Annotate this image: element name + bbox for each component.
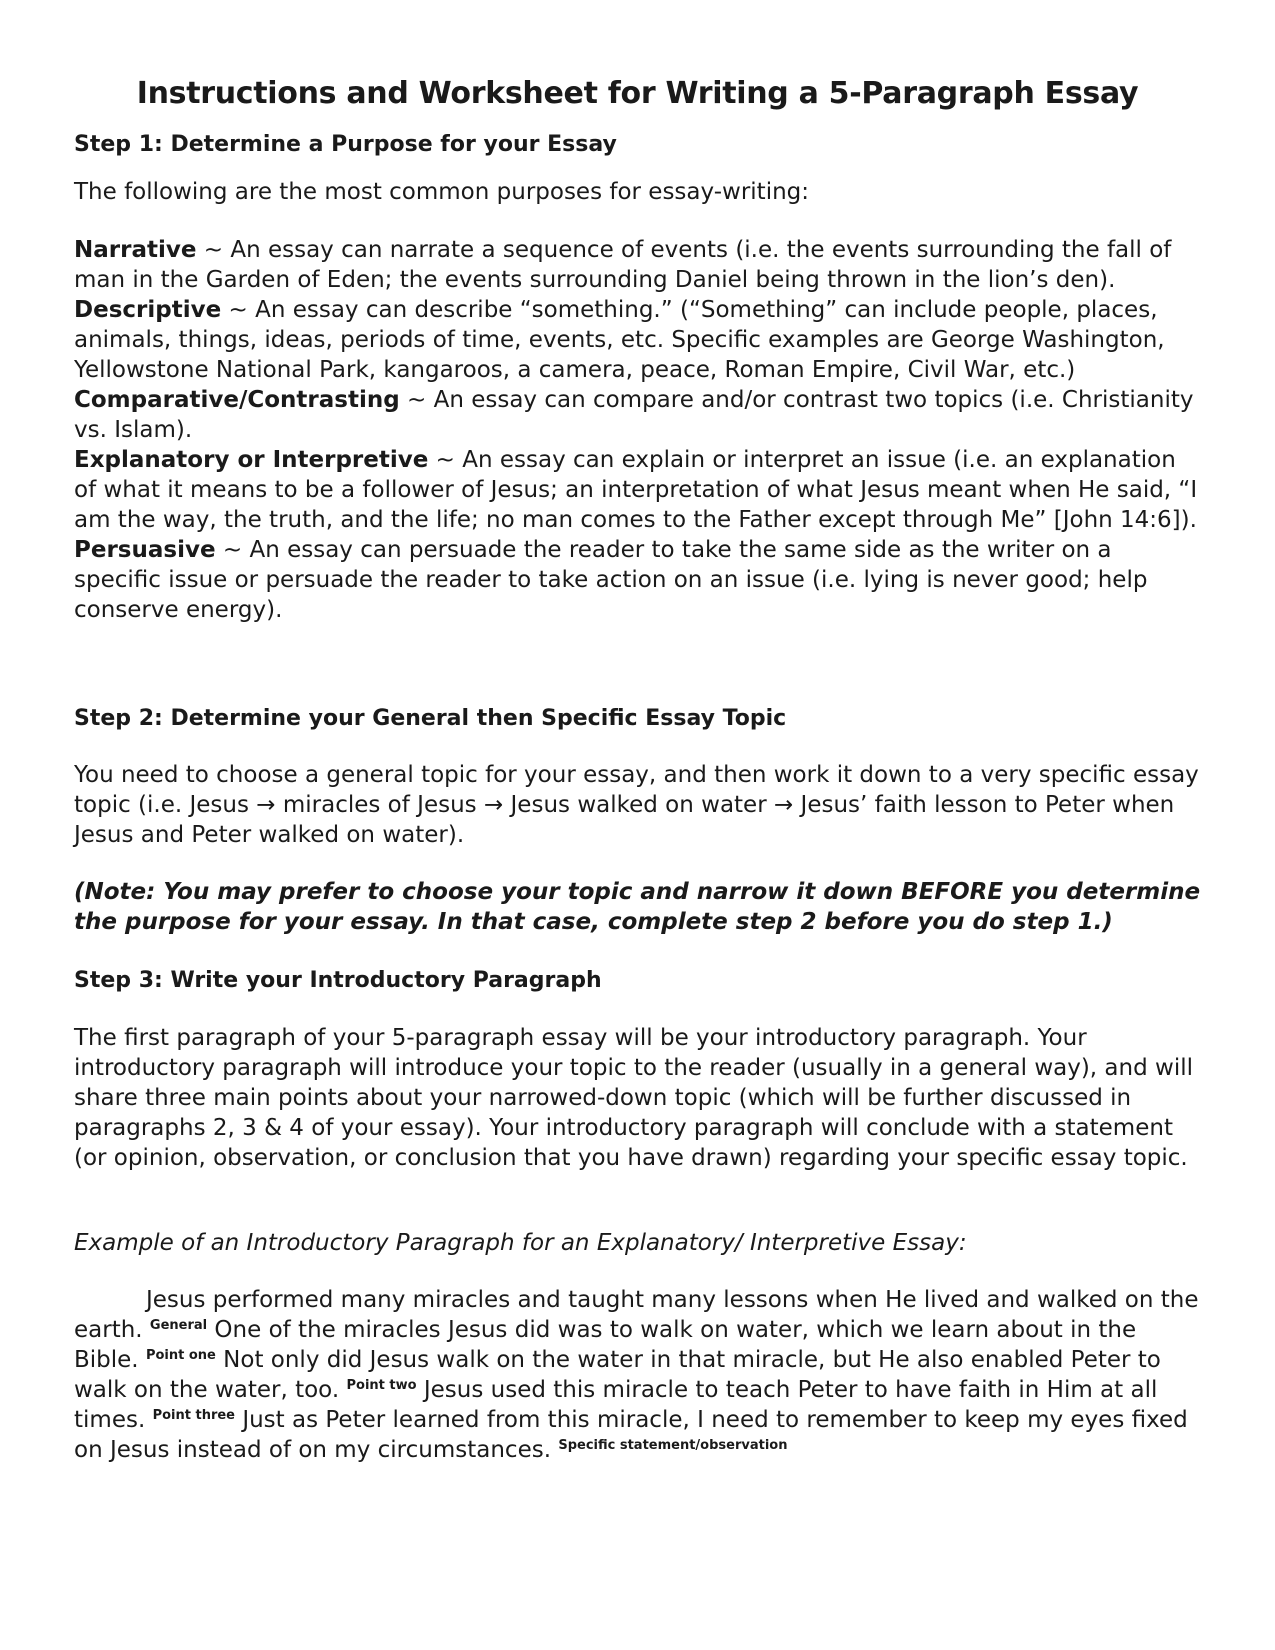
example-sentence: Just as Peter learned from this miracle, I need to remember to keep my eyes fixed on Jesus instead of on my circumstances. bbox=[74, 1407, 1188, 1463]
example-text bbox=[74, 1285, 1204, 1465]
purpose-comparative bbox=[74, 385, 1204, 445]
example-tag: Point two bbox=[346, 1378, 417, 1393]
purpose-persuasive bbox=[74, 535, 1204, 625]
example-paragraph bbox=[74, 1285, 1204, 1465]
step2-body: You need to choose a general topic for your essay, and then work it down to a very specific essay topic (i.e. Jesus → miracles of Jesus → Jesus walked on water → Jesus’ faith lesson to Peter when Jesus and Peter walked on water). bbox=[74, 762, 1199, 848]
step1-intro: The following are the most common purposes for essay-writing: bbox=[74, 179, 810, 205]
purpose-text: ~ An essay can describe “something.” (“Something” can include people, places, animals, things, ideas, periods of time, events, etc. Specific examples are George Washington, Yellowstone National Park, kangaroos, a camera, peace, Roman Empire, Civil War, etc.) bbox=[74, 297, 1165, 383]
purpose-term: Narrative bbox=[74, 237, 197, 263]
example-label: Example of an Introductory Paragraph for an Explanatory/ Interpretive Essay: bbox=[74, 1230, 967, 1256]
example-tag: Specific statement/observation bbox=[558, 1438, 788, 1453]
step3-heading-block bbox=[74, 966, 1204, 996]
purpose-narrative bbox=[74, 235, 1204, 295]
example-tag: General bbox=[149, 1318, 208, 1333]
step2-heading: Step 2: Determine your General then Specific Essay Topic bbox=[74, 706, 787, 731]
purpose-text: ~ An essay can persuade the reader to take the same side as the writer on a specific issue or persuade the reader to take action on an issue (i.e. lying is never good; help conserve energy). bbox=[74, 537, 1148, 623]
step3-heading: Step 3: Write your Introductory Paragraph bbox=[74, 968, 602, 993]
purpose-term: Explanatory or Interpretive bbox=[74, 447, 429, 473]
purpose-term: Comparative/Contrasting bbox=[74, 387, 400, 413]
purpose-text: ~ An essay can narrate a sequence of events (i.e. the events surrounding the fall of man in the Garden of Eden; the events surrounding Daniel being thrown in the lion’s den). bbox=[74, 237, 1172, 293]
purpose-term: Descriptive bbox=[74, 297, 222, 323]
purpose-text: ~ An essay can compare and/or contrast two topics (i.e. Christianity vs. Islam). bbox=[74, 387, 1194, 443]
example-tag: Point three bbox=[152, 1408, 236, 1423]
step3-body-block bbox=[74, 1023, 1204, 1173]
purpose-descriptive bbox=[74, 295, 1204, 385]
page-title: Instructions and Worksheet for Writing a 5-Paragraph Essay bbox=[136, 76, 1139, 111]
example-sentence: Jesus used this miracle to teach Peter to have faith in Him at all times. bbox=[74, 1377, 1158, 1433]
example-sentence: Not only did Jesus walk on the water in that miracle, but He also enabled Peter to walk on the water, too. bbox=[74, 1347, 1161, 1403]
step2-note: (Note: You may prefer to choose your topic and narrow it down BEFORE you determine the purpose for your essay. In that case, complete step 2 before you do step 1.) bbox=[74, 879, 1201, 935]
step3-body: The first paragraph of your 5-paragraph essay will be your introductory paragraph. Your introductory paragraph will introduce your topic to the reader (usually in a general way), and will share three main points about your narrowed-down topic (which will be further discussed in paragraphs 2, 3 & 4 of your essay). Your introductory paragraph will conclude with a statement (or opinion, observation, or conclusion that you have drawn) regarding your specific essay topic. bbox=[74, 1025, 1193, 1171]
purpose-explanatory bbox=[74, 445, 1204, 535]
step2-note-block bbox=[74, 877, 1204, 937]
example-label-block bbox=[74, 1228, 1204, 1258]
step1-heading: Step 1: Determine a Purpose for your Essay bbox=[74, 132, 617, 157]
step2-heading-block bbox=[74, 704, 1204, 734]
example-tag: Point one bbox=[145, 1348, 216, 1363]
example-sentence: One of the miracles Jesus did was to walk on water, which we learn about in the Bible. bbox=[74, 1317, 1137, 1373]
purpose-term: Persuasive bbox=[74, 537, 216, 563]
step1-intro-block bbox=[74, 177, 1204, 207]
step1-heading-block bbox=[74, 130, 1204, 160]
step2-body-block bbox=[74, 760, 1204, 850]
purpose-text: ~ An essay can explain or interpret an issue (i.e. an explanation of what it means to be a follower of Jesus; an interpretation of what Jesus meant when He said, “I am the way, the truth, and the life; no man comes to the Father except through Me” [John 14:6]). bbox=[74, 447, 1198, 533]
example-sentence: Jesus performed many miracles and taught many lessons when He lived and walked on the earth. bbox=[74, 1287, 1199, 1343]
purpose-list bbox=[74, 235, 1204, 625]
